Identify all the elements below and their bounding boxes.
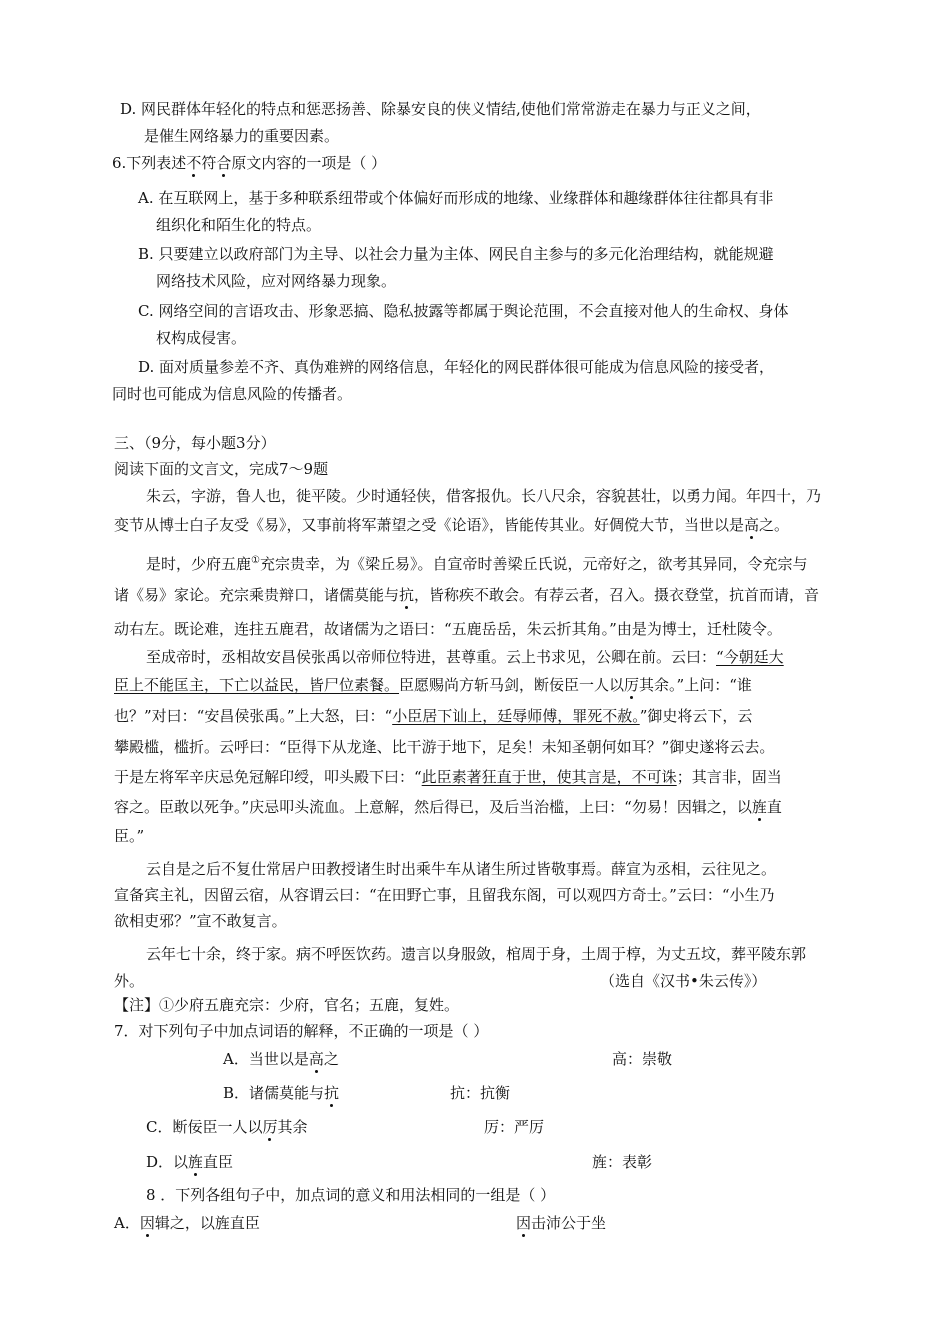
q6-option-a-line2: 组织化和陌生化的特点。 bbox=[156, 216, 322, 234]
underlined-sentence: 小臣居下讪上，廷辱师傅，罪死不赦。 bbox=[392, 707, 640, 725]
emphasis-dot: 厉 bbox=[262, 1118, 278, 1136]
q5-option-d-line1: D. 网民群体年轻化的特点和惩恶扬善、除暴安良的侠义情结,使他们常常游走在暴力与正义之间， bbox=[120, 100, 761, 118]
q7-option-c-gloss: 厉：严厉 bbox=[484, 1118, 545, 1136]
emphasis-dot: 高 bbox=[744, 516, 760, 534]
emphasis-dot: 合 bbox=[216, 154, 232, 172]
passage-p5-line1: 云年七十余，终于家。病不呼医饮药。遗言以身服敛，棺周于身，土周于椁，为丈五坟，葬平陵东郭 bbox=[146, 945, 807, 963]
q7-stem: 7．对下列句子中加点词语的解释，不正确的一项是（ ） bbox=[114, 1022, 489, 1040]
passage-p4-line3: 欲相吏邪？”宣不敢复言。 bbox=[114, 912, 287, 930]
q7-option-d-gloss: 旌：表彰 bbox=[592, 1153, 653, 1171]
passage-p3-line3: 也？”对曰：“安昌侯张禹。”上大怒，曰：“小臣居下讪上，廷辱师傅，罪死不赦。”御史将云下，云 bbox=[114, 707, 753, 725]
q7-option-b-gloss: 抗：抗衡 bbox=[450, 1084, 511, 1102]
emphasis-dot: 因 bbox=[516, 1214, 532, 1232]
passage-p1-line1: 朱云，字游，鲁人也，徙平陵。少时通轻侠，借客报仇。长八尺余，容貌甚壮，以勇力闻。年四十，乃 bbox=[146, 487, 822, 505]
passage-p3-line5: 于是左将军辛庆忌免冠解印绶，叩头殿下曰：“此臣素著狂直于世，使其言是，不可诛；其言非，固当 bbox=[114, 768, 782, 786]
emphasis-dot: 旌 bbox=[188, 1153, 204, 1171]
q6-option-c-line1: C. 网络空间的言语攻击、形象恶搞、隐私披露等都属于舆论范围，不会直接对他人的生命权、身体 bbox=[138, 302, 789, 320]
q6-option-c-line2: 权构成侵害。 bbox=[156, 329, 247, 347]
underlined-sentence: 臣上不能匡主，下亡以益民，皆尸位素餐。 bbox=[114, 676, 400, 694]
q6-option-b-line2: 网络技术风险，应对网络暴力现象。 bbox=[156, 272, 397, 290]
section-instruction: 阅读下面的文言文，完成7～9题 bbox=[114, 460, 329, 478]
q6-stem: 6.下列表述不符合原文内容的一项是（ ） bbox=[112, 154, 387, 172]
q7-option-a: A．当世以是高之 bbox=[223, 1050, 339, 1068]
q6-option-b-line1: B. 只要建立以政府部门为主导、以社会力量为主体、网民自主参与的多元化治理结构，就能规避 bbox=[138, 245, 774, 263]
q8-stem: 8 ．下列各组句子中，加点词的意义和用法相同的一组是（ ） bbox=[146, 1186, 556, 1204]
passage-p3-line7: 臣。” bbox=[114, 827, 145, 845]
passage-source: （选自《汉书•朱云传》） bbox=[600, 972, 767, 990]
underlined-sentence: “今朝廷大 bbox=[716, 648, 784, 666]
passage-p3-line4: 攀殿槛，槛折。云呼曰：“臣得下从龙逄、比干游于地下，足矣！未知圣朝何如耳？”御史遂将云去。 bbox=[114, 738, 775, 756]
emphasis-dot: 旌 bbox=[751, 798, 767, 816]
passage-p2-line1: 是时，少府五鹿①充宗贵幸，为《梁丘易》。自宣帝时善梁丘氏说，元帝好之，欲考其异同，令充宗与 bbox=[146, 555, 808, 573]
emphasis-dot: 因 bbox=[139, 1214, 155, 1232]
passage-p2-line3: 动右左。既论难，连拄五鹿君，故诸儒为之语曰：“五鹿岳岳，朱云折其角。”由是为博士，迁杜陵令。 bbox=[114, 620, 782, 638]
q6-option-d-line1: D. 面对质量参差不齐、真伪难辨的网络信息，年轻化的网民群体很可能成为信息风险的接受者， bbox=[138, 358, 775, 376]
q6-option-d-line2: 同时也可能成为信息风险的传播者。 bbox=[112, 385, 353, 403]
q7-option-d: D．以旌直臣 bbox=[146, 1153, 234, 1171]
passage-p2-line2: 诸《易》家论。充宗乘贵辩口，诸儒莫能与抗，皆称疾不敢会。有荐云者，召入。摄衣登堂，抗首而请，音 bbox=[114, 586, 820, 604]
emphasis-dot: 厉 bbox=[624, 676, 640, 694]
underlined-sentence: 此臣素著狂直于世，使其言是，不可诛 bbox=[421, 768, 677, 786]
passage-p1-line2: 变节从博士白子友受《易》，又事前将军萧望之受《论语》，皆能传其业。好倜傥大节，当世以是高之。 bbox=[114, 516, 790, 534]
q7-option-c: C．断佞臣一人以厉其余 bbox=[146, 1118, 308, 1136]
q6-option-a-line1: A. 在互联网上，基于多种联系纽带或个体偏好而形成的地缘、业缘群体和趣缘群体往往都具有非 bbox=[138, 189, 774, 207]
q7-option-b: B．诸儒莫能与抗 bbox=[223, 1084, 340, 1102]
emphasis-dot: 抗 bbox=[399, 586, 415, 604]
emphasis-dot: 高 bbox=[308, 1050, 324, 1068]
passage-p3-line6: 容之。臣敢以死争。”庆忌叩头流血。上意解，然后得已，及后当治槛，上曰：“勿易！因辑之，以旌直 bbox=[114, 798, 782, 816]
passage-p5-line2: 外。 bbox=[114, 972, 145, 990]
q5-option-d-line2: 是催生网络暴力的重要因素。 bbox=[144, 127, 340, 145]
footnote-marker: ① bbox=[251, 555, 260, 566]
emphasis-dot: 不 bbox=[186, 154, 202, 172]
q8-option-a-left: A．因辑之，以旌直臣 bbox=[114, 1214, 260, 1232]
passage-p4-line1: 云自是之后不复仕常居户田教授诸生时出乘牛车从诸生所过皆敬事焉。薛宣为丞相，云往见之。 bbox=[146, 860, 777, 878]
q7-option-a-gloss: 高：崇敬 bbox=[612, 1050, 673, 1068]
section-heading: 三、（9分，每小题3分） bbox=[114, 434, 276, 452]
footnote: 【注】①少府五鹿充宗：少府，官名；五鹿，复姓。 bbox=[114, 996, 460, 1014]
passage-p3-line2: 臣上不能匡主，下亡以益民，皆尸位素餐。臣愿赐尚方斩马剑，断佞臣一人以厉其余。”上问：“谁 bbox=[114, 676, 752, 694]
passage-p3-line1: 至成帝时，丞相故安昌侯张禹以帝师位特进，甚尊重。云上书求见，公卿在前。云曰：“今朝廷大 bbox=[146, 648, 784, 666]
passage-p4-line2: 宣备宾主礼，因留云宿，从容谓云曰：“在田野亡事，且留我东阁，可以观四方奇士。”云曰：“小生乃 bbox=[114, 886, 775, 904]
q8-option-a-right: 因击沛公于坐 bbox=[516, 1214, 607, 1232]
emphasis-dot: 抗 bbox=[324, 1084, 340, 1102]
